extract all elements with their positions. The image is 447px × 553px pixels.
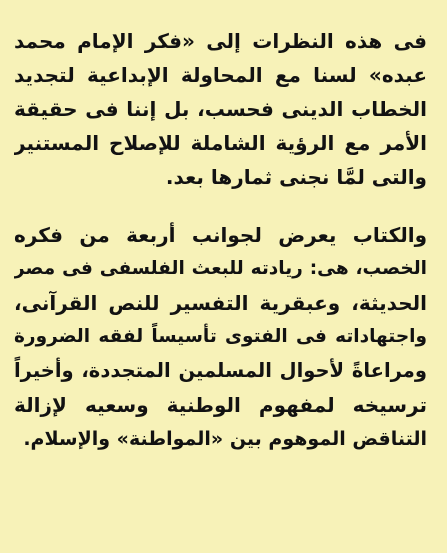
text-line: واجتهاداته فى الفتوى تأسيساً لفقه الضرورة (14, 326, 427, 347)
text-line: الحديثة، وعبقرية التفسير للنص القرآنى، (14, 291, 427, 315)
text-line: الخصب، هى: ريادته للبعث الفلسفى فى مصر (14, 258, 427, 279)
text-line: عبده» لسنا مع المحاولة الإبداعية لتجديد (14, 63, 427, 87)
text-line: ومراعاةً لأحوال المسلمين المتجددة، وأخيراً (14, 359, 427, 382)
text-line: والكتاب يعرض لجوانب أربعة من فكره (14, 223, 427, 247)
text-line: الخطاب الدينى فحسب، بل إننا فى حقيقة (14, 97, 427, 121)
text-line: ترسيخه لمفهوم الوطنية وسعيه لإزالة (14, 393, 427, 417)
article-paragraph-2 (14, 218, 427, 456)
article-paragraph-1 (14, 24, 427, 194)
text-line: والتى لمَّا نجنى ثمارها بعد. (165, 165, 427, 189)
text-line: التناقض الموهوم بين «المواطنة» والإسلام. (23, 428, 427, 450)
text-line: الأمر مع الرؤية الشاملة للإصلاح المستنير (14, 131, 427, 155)
text-line: فى هذه النظرات إلى «فكر الإمام محمد (14, 29, 427, 53)
